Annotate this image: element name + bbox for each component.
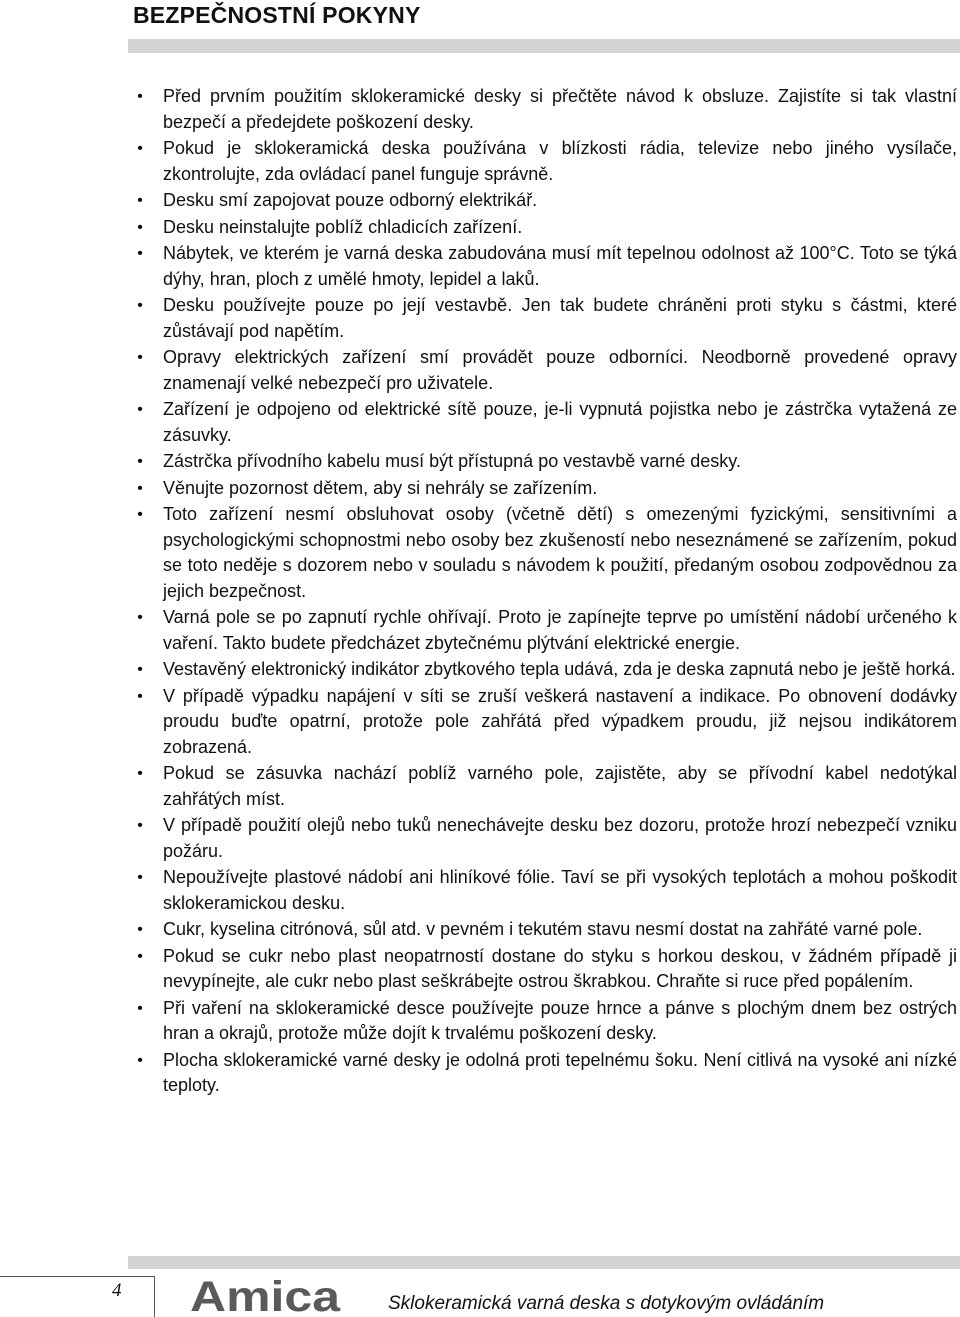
page-title: BEZPEČNOSTNÍ POKYNY bbox=[133, 2, 421, 28]
instruction-text: Pokud se zásuvka nachází poblíž varného pole, zajistěte, aby se přívodní kabel nedotýkal zahřátých míst. bbox=[163, 763, 957, 809]
instruction-text: V případě výpadku napájení v síti se zruší veškerá nastavení a indikace. Po obnovení dodávky proudu buďte opatrní, protože pole zahřátá před výpadkem proudu, již nejsou indikátorem zobrazená. bbox=[163, 685, 957, 757]
instruction-text: Zástrčka přívodního kabelu musí být přístupná po vestavbě varné desky. bbox=[163, 451, 741, 471]
instruction-text: Věnujte pozornost dětem, aby si nehrály se zařízením. bbox=[163, 477, 598, 498]
instruction-item bbox=[137, 1048, 957, 1099]
instruction-text: Plocha sklokeramické varné desky je odolná proti tepelnému šoku. Není citlivá na vysoké ani nízké teploty. bbox=[163, 1049, 957, 1095]
bullet-icon: • bbox=[137, 869, 143, 886]
instruction-item bbox=[137, 502, 957, 604]
bullet-icon: • bbox=[137, 245, 143, 262]
instruction-text: Před prvním použitím sklokeramické desky si přečtěte návod k obsluze. Zajistíte si tak vlastní bezpečí a předejdete poškození desky. bbox=[163, 86, 957, 132]
bullet-icon: • bbox=[137, 661, 143, 678]
instruction-text: Opravy elektrických zařízení smí provádět pouze odborníci. Neodborně provedené opravy znamenají velké nebezpečí pro uživatele. bbox=[163, 347, 957, 393]
bullet-icon: • bbox=[137, 479, 143, 497]
instruction-item bbox=[137, 188, 957, 214]
bullet-icon: • bbox=[137, 349, 143, 366]
page-number-box bbox=[0, 1276, 155, 1317]
instruction-item bbox=[137, 605, 957, 656]
amica-logo bbox=[190, 1273, 342, 1317]
instruction-item bbox=[137, 944, 957, 995]
bullet-icon: • bbox=[137, 218, 143, 236]
instruction-text: Varná pole se po zapnutí rychle ohřívají. Proto je zapínejte teprve po umístění nádobí určeného k vaření. Takto budete předcházet zbytečnému plýtvání elektrické energie. bbox=[163, 607, 957, 653]
instruction-text: Vestavěný elektronický indikátor zbytkového tepla udává, zda je deska zapnutá nebo je ještě horká. bbox=[163, 659, 956, 679]
bullet-icon: • bbox=[137, 609, 143, 626]
instruction-item bbox=[137, 241, 957, 292]
bullet-icon: • bbox=[137, 192, 143, 209]
page-number: 4 bbox=[112, 1280, 122, 1301]
instruction-item bbox=[137, 449, 957, 475]
instruction-item bbox=[137, 917, 957, 943]
heading-divider-bar bbox=[128, 39, 960, 53]
footer-document-title: Sklokeramická varná deska s dotykovým ovládáním bbox=[388, 1293, 825, 1314]
instruction-text: Desku smí zapojovat pouze odborný elektrikář. bbox=[163, 190, 538, 210]
instruction-text: Pokud se cukr nebo plast neopatrností dostane do styku s horkou deskou, v žádném případě ji nevypínejte, ale cukr nebo plast seškrábejte ostrou škrabkou. Chraňte si ruce před popálením. bbox=[163, 945, 957, 991]
instruction-item bbox=[137, 476, 957, 502]
instruction-text: V případě použití olejů nebo tuků nenechávejte desku bez dozoru, protože hrozí nebezpečí vzniku požáru. bbox=[163, 815, 957, 861]
instruction-text: Nepoužívejte plastové nádobí ani hliníkové fólie. Taví se při vysokých teplotách a mohou poškodit sklokeramickou desku. bbox=[163, 867, 957, 913]
instruction-item bbox=[137, 293, 957, 344]
instruction-item bbox=[137, 996, 957, 1047]
bullet-icon: • bbox=[137, 817, 143, 834]
bullet-icon: • bbox=[137, 999, 143, 1017]
bullet-icon: • bbox=[137, 921, 143, 938]
instruction-text: Zařízení je odpojeno od elektrické sítě pouze, je-li vypnutá pojistka nebo je zástrčka vytažená ze zásuvky. bbox=[163, 399, 957, 445]
bullet-icon: • bbox=[137, 687, 143, 705]
instruction-text: Pokud je sklokeramická deska používána v blízkosti rádia, televize nebo jiného vysílače, zkontrolujte, zda ovládací panel funguje správně. bbox=[163, 138, 957, 184]
instruction-text: Desku neinstalujte poblíž chladicích zařízení. bbox=[163, 216, 523, 237]
instruction-item bbox=[137, 813, 957, 864]
instruction-item bbox=[137, 397, 957, 448]
bullet-icon: • bbox=[137, 765, 143, 782]
instruction-item bbox=[137, 684, 957, 761]
bullet-icon: • bbox=[137, 297, 143, 314]
instruction-item bbox=[137, 345, 957, 396]
instruction-text: Cukr, kyselina citrónová, sůl atd. v pevném i tekutém stavu nesmí dostat na zahřáté varné pole. bbox=[163, 919, 923, 939]
bullet-icon: • bbox=[137, 140, 143, 157]
safety-instructions-list bbox=[137, 84, 957, 1100]
instruction-text: Toto zařízení nesmí obsluhovat osoby (včetně dětí) s omezenými fyzickými, sensitivními a psychologickými schopnostmi nebo osoby bez zkušeností nebo neseznámené se zařízením, pokud se toto neděje s dozorem nebo v souladu s návodem k použití, předaným osobou zodpovědnou za jejich bezpečnost. bbox=[163, 504, 957, 601]
instruction-text: Při vaření na sklokeramické desce používejte pouze hrnce a pánve s plochým dnem bez ostrých hran a okrajů, protože může dojít k trvalému poškození desky. bbox=[163, 997, 957, 1043]
instruction-item bbox=[137, 761, 957, 812]
instruction-item bbox=[137, 84, 957, 135]
footer-divider-bar bbox=[128, 1256, 960, 1269]
instruction-item bbox=[137, 215, 957, 241]
instruction-item bbox=[137, 136, 957, 187]
bullet-icon: • bbox=[137, 1051, 143, 1069]
bullet-icon: • bbox=[137, 453, 143, 470]
instruction-text: Nábytek, ve kterém je varná deska zabudována musí mít tepelnou odolnost až 100°C. Toto se týká dýhy, hran, ploch z umělé hmoty, lepidel a laků. bbox=[163, 243, 957, 289]
bullet-icon: • bbox=[137, 506, 143, 523]
bullet-icon: • bbox=[137, 947, 143, 965]
bullet-icon: • bbox=[137, 401, 143, 418]
instruction-text: Desku používejte pouze po její vestavbě. Jen tak budete chráněni proti styku s částmi, které zůstávají pod napětím. bbox=[163, 295, 957, 341]
instruction-item bbox=[137, 657, 957, 683]
instruction-item bbox=[137, 865, 957, 916]
bullet-icon: • bbox=[137, 88, 143, 105]
logo-wordmark: Amica bbox=[190, 1273, 342, 1317]
